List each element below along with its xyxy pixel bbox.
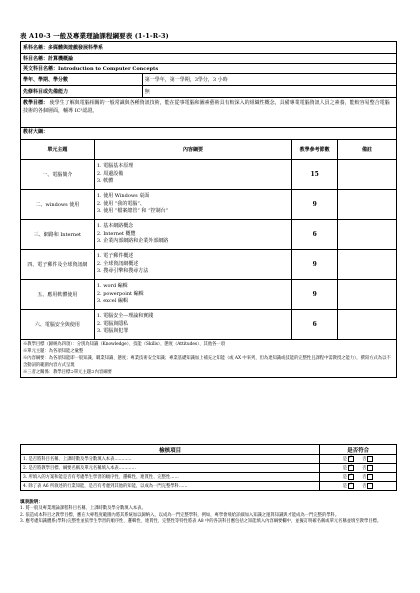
unit-title: 一、電腦簡介 xyxy=(21,160,95,190)
unit-title: 五、應用軟體使用 xyxy=(21,280,95,310)
no-label: 否 xyxy=(362,457,367,462)
unit-title: 三、網路和 Internet xyxy=(21,220,95,250)
credit-value: 第一學年，第一學期，3學分，3 小時 xyxy=(142,74,396,86)
content-outline xyxy=(94,310,291,340)
instructions xyxy=(20,500,397,526)
hours-value: 9 xyxy=(292,250,338,280)
content-item: 1. 電子郵件概述 xyxy=(96,253,134,260)
unit-title: 六、電腦安全與使用 xyxy=(21,310,95,340)
check-item-text: 2. 是否將教學目標、綱要名稱及單元名稱填入本表………… xyxy=(21,464,320,473)
check-row xyxy=(21,473,397,482)
check-result xyxy=(320,464,397,473)
content-item: 1. 基本網路概念 xyxy=(96,223,134,230)
goal-text: 使學生了解與電腦相關的一般常識與各種資訊技術，能在從事電腦和圖素藝術具有較深入的組織性概念，具備專業電腦資訊人員之素養，能較容易整合電腦技術的各個層面，輔導 IC³認證。 xyxy=(23,100,390,114)
content-item: 3. 使用 “檔案總管” 和 “控制台” xyxy=(96,208,169,215)
content-outline xyxy=(94,280,291,310)
yes-checkbox[interactable] xyxy=(348,474,354,480)
subject-name: 科目名稱：計算機概論 xyxy=(21,54,397,64)
remark-cell xyxy=(338,280,397,310)
header-content: 內容綱要 xyxy=(94,140,291,160)
content-outline xyxy=(94,220,291,250)
english-subject-name: 英文科目名稱：Introduction to Computer Concepts xyxy=(21,64,397,74)
no-label: 否 xyxy=(362,484,367,489)
yes-checkbox[interactable] xyxy=(348,465,354,471)
check-row xyxy=(21,455,397,464)
yes-label: 是 xyxy=(342,466,348,471)
remark-cell xyxy=(338,220,397,250)
content-item: 1. 電腦安全—理論和實踐 xyxy=(96,313,154,320)
hours-value: 6 xyxy=(292,220,338,250)
check-result xyxy=(320,482,397,491)
hours-value: 15 xyxy=(292,160,338,190)
instructions-heading: 填表說明： xyxy=(20,500,43,505)
no-checkbox[interactable] xyxy=(367,465,373,471)
content-outline xyxy=(94,250,291,280)
no-checkbox[interactable] xyxy=(367,483,373,489)
checklist-table xyxy=(20,444,397,491)
outline-row xyxy=(21,280,397,310)
remark-cell xyxy=(338,190,397,220)
instruction-line: 1. 將一般及專業理論課程科目名稱、上課時數及學分數填入本表。 xyxy=(20,506,146,512)
hours-value: 9 xyxy=(292,280,338,310)
hours-value: 6 xyxy=(292,310,338,340)
outline-label: 教材大綱： xyxy=(21,128,397,140)
note-line: ※內容綱要：為各項知能即一般知識、職業知識、態度；專業技術安全知識；專業基礎知識加上補充之知能（或 AX 中來列，但為達知識或技能的完整性且課程中需教授之能力），撰寫方式為以不含動詞的範圍內容方式呈現 xyxy=(23,356,391,368)
check-item-text: 4. 除了表 A6 所敘述的行業知能，是否有考慮到其他的知能，以成為一門完整學科…… xyxy=(21,482,320,491)
no-label: 否 xyxy=(362,475,367,480)
content-item: 3. excel 編輯 xyxy=(96,298,128,305)
content-item: 2. 使用 “我的電腦”、 xyxy=(96,200,145,207)
credit-label: 學年、學期、學分數 xyxy=(21,74,143,86)
outline-row xyxy=(21,160,397,190)
goal-label: 教學目標： xyxy=(23,100,49,106)
prereq-label: 先修科目或先備能力 xyxy=(21,86,143,98)
content-item: 2. powerpoint 編輯 xyxy=(96,290,144,297)
instruction-line: 3. 應考慮知識體系(學科)完整性並依學生學習的順序性、邏輯性、連貫性、完整性等特性將表 A8 中的各該科目應包括之知能填入內容綱要欄中，並擬訂明確名稱或單元名稱並填至教學目標。 xyxy=(20,519,382,525)
content-item: 1. word 編輯 xyxy=(96,283,128,290)
content-item: 2. 電腦與隱私 xyxy=(96,320,129,327)
program-name: 系科名稱：多媒體與遊戲發展科學系 xyxy=(21,42,397,54)
content-item: 1. 使用 Windows 桌面 xyxy=(96,193,150,200)
check-row xyxy=(21,482,397,491)
yes-checkbox[interactable] xyxy=(348,456,354,462)
check-item-text: 1. 是否將科目名稱、上課時數及學分數填入本表………… xyxy=(21,455,320,464)
content-item: 2. 周邊設備 xyxy=(96,170,124,177)
instruction-line: 2. 依造成本科目之教學目標，應在大專程度範圍內將其系統加以歸納入，以成為一門完整學科，例如，專學會飛給詳細加入知識之運算知識與才能成為一門完整的學科。 xyxy=(20,512,340,518)
page-title: 表 A10-3 一般及專業理論課程綱要表 (1-1-R-3) xyxy=(20,32,169,40)
unit-title: 二、windows 使用 xyxy=(21,190,95,220)
content-item: 1. 電腦基本原理 xyxy=(96,163,134,170)
outline-row xyxy=(21,310,397,340)
content-item: 2. 全球資訊網概述 xyxy=(96,260,139,267)
yes-label: 是 xyxy=(342,484,348,489)
yes-label: 是 xyxy=(342,457,348,462)
outline-row xyxy=(21,250,397,280)
check-item-text: 3. 所填入的方案和能是否有考慮學生學習的順序性、邏輯性、連貫性、完整性…… xyxy=(21,473,320,482)
remark-cell xyxy=(338,250,397,280)
check-header-result: 是否符合 xyxy=(320,445,397,455)
notes-block xyxy=(21,340,397,378)
unit-title: 四、電子郵件及全球資訊網 xyxy=(21,250,95,280)
note-line: ※單元主題：為各項知能之彙整 xyxy=(23,349,84,354)
check-result xyxy=(320,473,397,482)
yes-checkbox[interactable] xyxy=(348,483,354,489)
no-checkbox[interactable] xyxy=(367,456,373,462)
content-outline xyxy=(94,160,291,190)
header-unit: 單元主題 xyxy=(21,140,95,160)
remark-cell xyxy=(338,160,397,190)
syllabus-table xyxy=(20,41,397,378)
no-label: 否 xyxy=(362,466,367,471)
content-item: 3. 搜尋引擎和搜尋方法 xyxy=(96,268,149,275)
check-row xyxy=(21,464,397,473)
teaching-goal xyxy=(21,98,397,128)
header-hours: 教學參考節數 xyxy=(292,140,338,160)
header-remark: 備註 xyxy=(338,140,397,160)
outline-row xyxy=(21,220,397,250)
check-result xyxy=(320,455,397,464)
yes-label: 是 xyxy=(342,475,348,480)
note-line: ※三者之關係：教學目標⊃單元主題⊃內容綱要 xyxy=(23,370,112,375)
content-outline xyxy=(94,190,291,220)
no-checkbox[interactable] xyxy=(367,474,373,480)
content-item: 3. 電腦與犯罪 xyxy=(96,328,129,335)
content-item: 3. 軟體 xyxy=(96,178,114,185)
hours-value: 9 xyxy=(292,190,338,220)
content-item: 3. 企業內部網路和企業外部網路 xyxy=(96,238,169,245)
remark-cell xyxy=(338,310,397,340)
outline-row xyxy=(21,190,397,220)
content-item: 2. Internet 概覽 xyxy=(96,230,136,237)
note-line: ※教學目標（歸納為四項）：分別為知識（Knowledge）、技能（Skills）、態度（Attitudes）、其他各一項 xyxy=(23,342,226,347)
check-header-item: 檢核項目 xyxy=(21,445,320,455)
prereq-value: 無 xyxy=(142,86,396,98)
